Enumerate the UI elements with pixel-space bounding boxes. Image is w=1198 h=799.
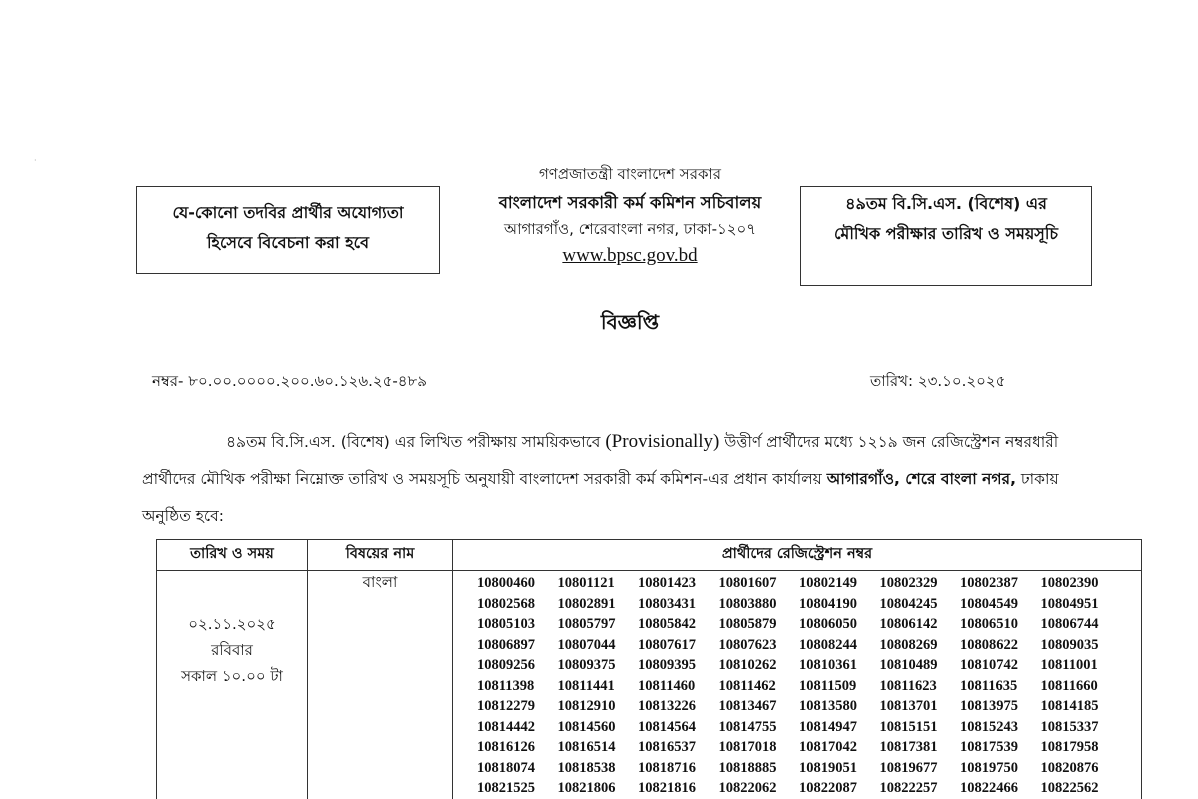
registration-number: 10804951 <box>1040 595 1099 612</box>
registration-number: 10804549 <box>960 595 1018 612</box>
table-row <box>157 571 1142 799</box>
date-time-cell <box>157 571 308 799</box>
registration-number: 10810742 <box>960 657 1018 673</box>
registration-number: 10803880 <box>718 595 777 612</box>
registration-number: 10822087 <box>799 780 857 796</box>
registration-number: 10801121 <box>557 575 615 591</box>
registration-number: 10814564 <box>638 718 696 735</box>
registration-number: 10816537 <box>638 739 696 755</box>
paragraph-part-3: ঢাকায় অনুষ্ঠিত হবে: <box>142 470 1059 525</box>
exam-info-line-2: মৌখিক পরীক্ষার তারিখ ও সময়সূচি <box>833 224 1059 243</box>
registration-number: 10806744 <box>1040 616 1099 632</box>
registration-number: 10821525 <box>477 780 535 796</box>
registration-number: 10805879 <box>718 616 777 632</box>
registration-number: 10814755 <box>718 718 777 735</box>
commission-name: বাংলাদেশ সরকারী কর্ম কমিশন সচিবালয় <box>498 193 762 212</box>
registration-row <box>477 655 1141 676</box>
registration-row <box>477 594 1141 615</box>
exam-info-box <box>800 186 1092 286</box>
warning-line-2: হিসেবে বিবেচনা করা হবে <box>206 233 370 252</box>
registration-number: 10802149 <box>799 575 857 591</box>
registration-number: 10813975 <box>960 698 1018 714</box>
registration-number: 10813467 <box>718 698 777 714</box>
warning-box <box>136 186 440 274</box>
registration-number: 10820876 <box>1040 759 1099 776</box>
registration-number: 10805842 <box>638 616 696 632</box>
registration-number: 10811623 <box>879 677 937 694</box>
registration-number: 10804245 <box>879 595 938 612</box>
registration-number: 10816126 <box>477 739 535 755</box>
registration-cell <box>453 571 1142 799</box>
registration-number: 10821806 <box>557 780 616 796</box>
registration-number: 10802568 <box>477 595 535 612</box>
registration-number: 10809256 <box>477 657 535 673</box>
registration-number: 10807044 <box>557 636 616 653</box>
exam-day: রবিবার <box>211 641 253 659</box>
table-header-row <box>157 540 1142 571</box>
registration-number: 10818538 <box>557 759 616 776</box>
registration-number: 10801423 <box>638 575 696 591</box>
exam-info-line-1: ৪৯তম বি.সি.এস. (বিশেষ) এর <box>845 194 1047 213</box>
registration-number: 10806897 <box>477 636 535 653</box>
registration-number: 10812279 <box>477 698 535 714</box>
government-name: গণপ্রজাতন্ত্রী বাংলাদেশ সরকার <box>538 165 722 183</box>
commission-address: আগারগাঁও, শেরেবাংলা নগর, ঢাকা-১২০৭ <box>503 220 757 238</box>
registration-number: 10802891 <box>557 595 616 612</box>
registration-number: 10813580 <box>799 698 857 714</box>
registration-number: 10816514 <box>557 739 616 755</box>
subject-name: বাংলা <box>362 573 398 591</box>
registration-number: 10811462 <box>718 677 776 694</box>
registration-number: 10809035 <box>1040 636 1099 653</box>
registration-number: 10822562 <box>1040 780 1099 796</box>
registration-number: 10811660 <box>1040 677 1098 694</box>
registration-number: 10811460 <box>638 677 696 694</box>
paragraph-part-2: উত্তীর্ণ প্রার্থীদের মধ্যে ১২১৯ জন রেজিস্ট্রেশন নম্বরধারী প্রার্থীদের মৌখিক পরীক্ষা নিম্নোক্ত তারিখ ও সময়সূচি অনুযায়ী বাংলাদেশ সরকারী কর্ম কমিশন-এর প্রধান কার্যালয় <box>142 433 1059 488</box>
registration-number: 10813701 <box>879 698 938 714</box>
registration-number: 10802329 <box>879 575 938 591</box>
registration-number: 10821816 <box>638 780 696 796</box>
registration-number: 10806142 <box>879 616 938 632</box>
registration-number: 10811509 <box>799 677 857 694</box>
registration-number: 10817042 <box>799 739 857 755</box>
registration-row <box>477 696 1141 717</box>
registration-number: 10810361 <box>799 657 857 673</box>
registration-row <box>477 573 1141 594</box>
warning-line-1: যে-কোনো তদবির প্রার্থীর অযোগ্যতা <box>172 203 404 222</box>
registration-number: 10807617 <box>638 636 696 653</box>
registration-number: 10801607 <box>718 575 777 591</box>
registration-number: 10808269 <box>879 636 938 653</box>
registration-row <box>477 614 1141 635</box>
registration-number: 10807623 <box>718 636 777 653</box>
paragraph-provisionally: (Provisionally) <box>605 431 720 452</box>
registration-number: 10812910 <box>557 698 616 714</box>
website-link[interactable]: www.bpsc.gov.bd <box>562 245 698 266</box>
registration-number: 10808622 <box>960 636 1018 653</box>
registration-number: 10814560 <box>557 718 616 735</box>
registration-number: 10819051 <box>799 759 857 776</box>
registration-number: 10815151 <box>879 718 938 735</box>
page-title: বিজ্ঞপ্তি <box>600 310 660 334</box>
registration-number: 10810489 <box>879 657 938 673</box>
registration-number: 10817018 <box>718 739 777 755</box>
registration-number: 10817958 <box>1040 739 1099 755</box>
registration-row <box>477 635 1141 656</box>
registration-number: 10809395 <box>638 657 696 673</box>
registration-number: 10804190 <box>799 595 857 612</box>
registration-number: 10808244 <box>799 636 857 653</box>
registration-row <box>477 676 1141 697</box>
exam-time: সকাল ১০.০০ টা <box>181 667 283 685</box>
registration-number: 10817381 <box>879 739 938 755</box>
paragraph-part-1: ৪৯তম বি.সি.এস. (বিশেষ) এর লিখিত পরীক্ষায় সাময়িকভাবে <box>226 433 606 451</box>
memo-number: নম্বর- ৮০.০০.০০০০.২০০.৬০.১২৬.২৫-৪৮৯ <box>152 372 427 390</box>
registration-number: 10811635 <box>960 677 1018 694</box>
registration-number: 10819677 <box>879 759 938 776</box>
registration-number: 10806510 <box>960 616 1018 632</box>
registration-number: 10806050 <box>799 616 857 632</box>
registration-number: 10818885 <box>718 759 777 776</box>
notice-paragraph <box>142 423 1102 535</box>
registration-row <box>477 758 1141 779</box>
registration-number: 10802390 <box>1040 575 1099 591</box>
subject-cell <box>308 571 453 799</box>
schedule-table <box>156 539 1142 799</box>
registration-number: 10818074 <box>477 759 535 776</box>
registration-number: 10814185 <box>1040 698 1099 714</box>
registration-number: 10802387 <box>960 575 1018 591</box>
header-date-time: তারিখ ও সময় <box>157 540 308 571</box>
exam-date: ০২.১১.২০২৫ <box>188 615 276 633</box>
registration-number: 10813226 <box>638 698 696 714</box>
registration-number: 10822466 <box>960 780 1018 796</box>
registration-number: 10822062 <box>718 780 777 796</box>
registration-number: 10815337 <box>1040 718 1099 735</box>
registration-number: 10803431 <box>638 595 696 612</box>
registration-number: 10800460 <box>477 575 535 591</box>
registration-number: 10805797 <box>557 616 616 632</box>
registration-number: 10818716 <box>638 759 696 776</box>
registration-number: 10811398 <box>477 677 535 694</box>
registration-row <box>477 778 1141 799</box>
registration-number: 10815243 <box>960 718 1018 735</box>
registration-number: 10809375 <box>557 657 616 673</box>
scan-speck: · <box>34 156 37 165</box>
registration-row <box>477 737 1141 758</box>
registration-number: 10810262 <box>718 657 777 673</box>
registration-number: 10814947 <box>799 718 857 735</box>
header-subject: বিষয়ের নাম <box>308 540 453 571</box>
header-registration: প্রার্থীদের রেজিস্ট্রেশন নম্বর <box>453 540 1142 571</box>
registration-number: 10814442 <box>477 718 535 735</box>
registration-row <box>477 717 1141 738</box>
registration-number: 10817539 <box>960 739 1018 755</box>
registration-number: 10822257 <box>879 780 938 796</box>
paragraph-venue: আগারগাঁও, শেরে বাংলা নগর, <box>826 470 1016 488</box>
notice-date: তারিখ: ২৩.১০.২০২৫ <box>870 372 1006 390</box>
registration-number: 10819750 <box>960 759 1018 776</box>
registration-number: 10805103 <box>477 616 535 632</box>
registration-number: 10811001 <box>1040 657 1098 673</box>
registration-number: 10811441 <box>557 677 615 694</box>
